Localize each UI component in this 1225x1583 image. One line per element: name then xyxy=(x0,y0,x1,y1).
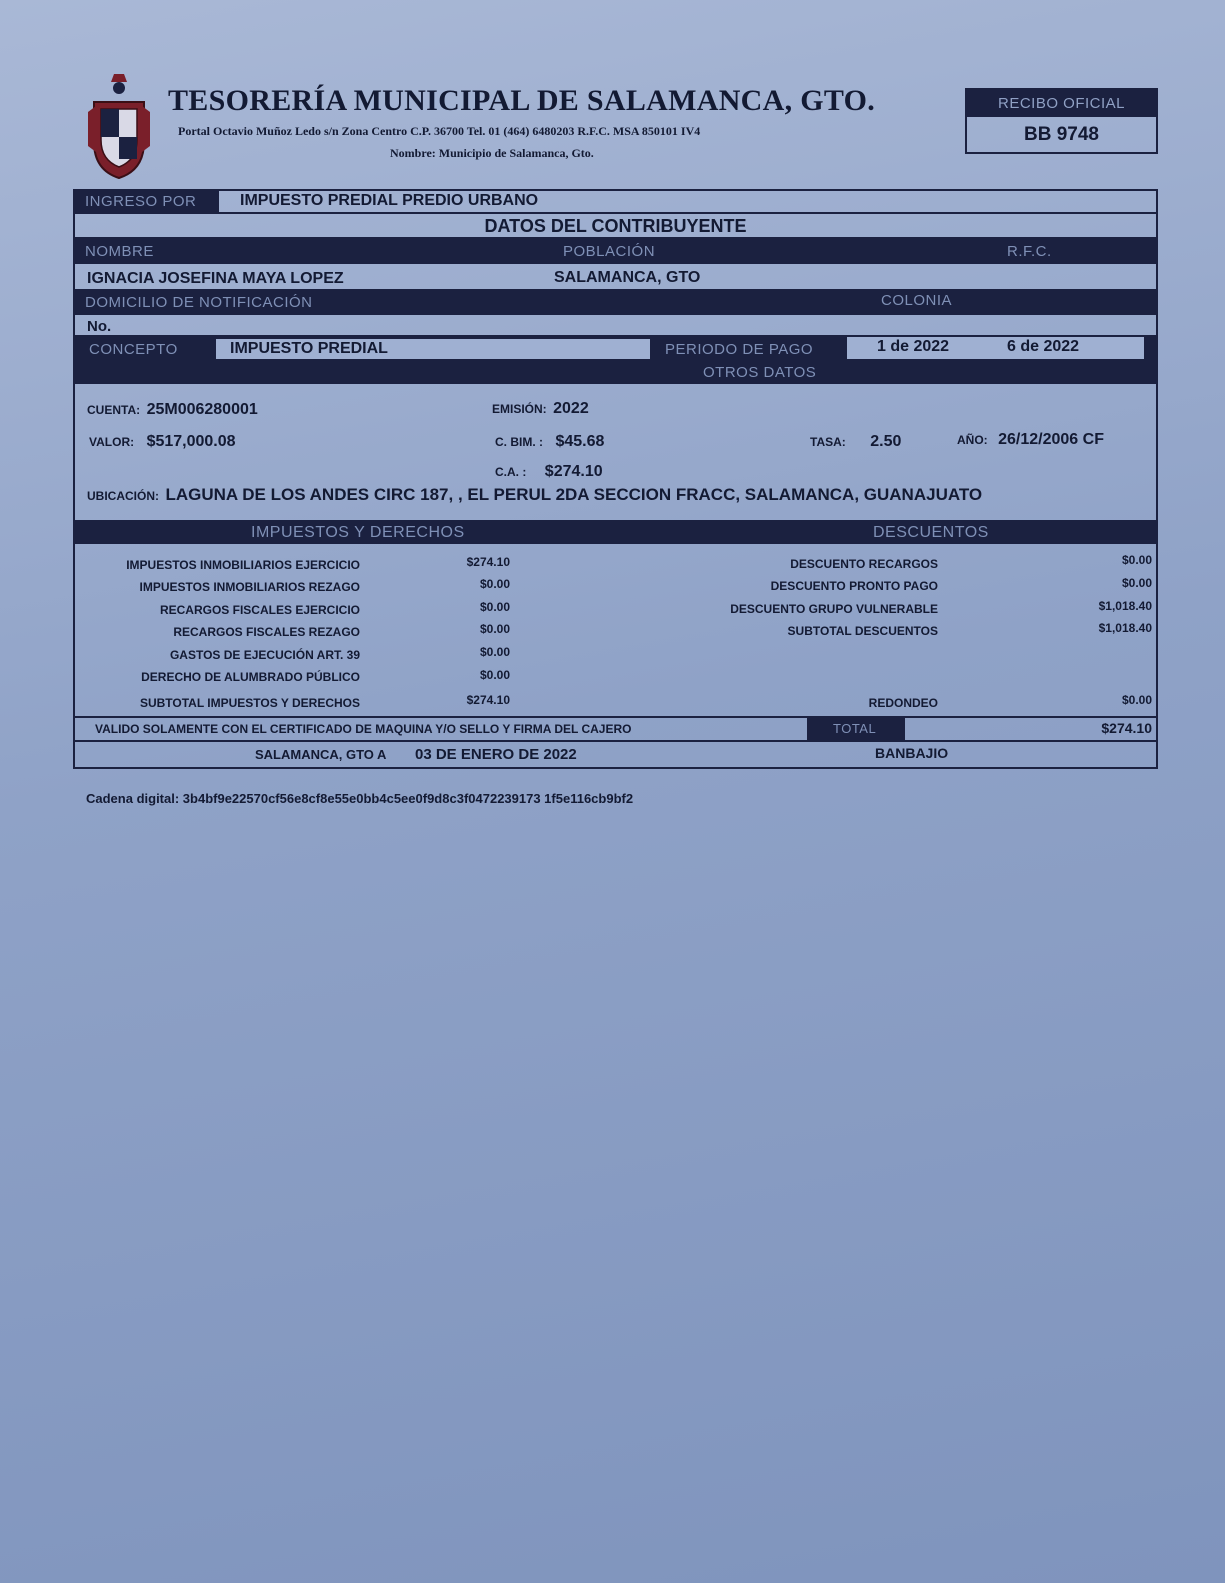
municipal-coat-of-arms-icon xyxy=(84,72,154,180)
total-label-bar xyxy=(807,718,905,740)
anio-value: 26/12/2006 CF xyxy=(998,431,1104,448)
descuentos-title: DESCUENTOS xyxy=(873,524,989,541)
periodo-desde: 1 de 2022 xyxy=(877,338,950,355)
valido-text: VALIDO SOLAMENTE CON EL CERTIFICADO DE MAQUINA Y/O SELLO Y FIRMA DEL CAJERO xyxy=(95,722,632,736)
datos-contribuyente-title: DATOS DEL CONTRIBUYENTE xyxy=(484,216,747,236)
receipt-number: BB 9748 xyxy=(1024,124,1099,145)
redondeo-label: REDONDEO xyxy=(868,696,938,710)
lugar-text: SALAMANCA, GTO A xyxy=(255,747,387,762)
impuestos-title: IMPUESTOS Y DERECHOS xyxy=(251,524,465,541)
total-value: $274.10 xyxy=(1101,720,1152,736)
descuento-label: DESCUENTO RECARGOS xyxy=(790,557,938,571)
treasury-title: TESORERÍA MUNICIPAL DE SALAMANCA, GTO. xyxy=(168,84,876,117)
municipality-name: Nombre: Municipio de Salamanca, Gto. xyxy=(390,146,594,160)
cuenta-field xyxy=(87,401,258,419)
otros-datos-bar xyxy=(75,361,1156,384)
fecha-text: 03 DE ENERO DE 2022 xyxy=(415,746,577,763)
poblacion-label: POBLACIÓN xyxy=(563,243,656,260)
otros-datos-title: OTROS DATOS xyxy=(703,364,817,381)
impuesto-value: $0.00 xyxy=(479,600,510,614)
cuenta-label: CUENTA: xyxy=(87,403,141,417)
ubicacion-value: LAGUNA DE LOS ANDES CIRC 187, , EL PERUL 2DA SECCION FRACC, SALAMANCA, GUANAJUATO xyxy=(165,485,983,504)
contribuyente-poblacion: SALAMANCA, GTO xyxy=(554,269,701,286)
cbim-value: $45.68 xyxy=(555,433,605,450)
ubicacion-label: UBICACIÓN: xyxy=(87,489,159,503)
impuesto-label: RECARGOS FISCALES REZAGO xyxy=(173,625,360,639)
impuesto-value: $0.00 xyxy=(479,622,510,636)
contribuyente-nombre: IGNACIA JOSEFINA MAYA LOPEZ xyxy=(87,270,344,287)
impuesto-label: RECARGOS FISCALES EJERCICIO xyxy=(159,603,360,617)
impuesto-label: DERECHO DE ALUMBRADO PÚBLICO xyxy=(141,670,360,684)
periodo-cell xyxy=(847,337,1144,359)
impuesto-label: GASTOS DE EJECUCIÓN ART. 39 xyxy=(169,648,360,662)
cbim-field xyxy=(495,433,604,451)
ubicacion-field xyxy=(87,485,982,505)
impuesto-value: $274.10 xyxy=(466,555,510,569)
periodo-label: PERIODO DE PAGO xyxy=(665,341,814,358)
impuesto-value: $0.00 xyxy=(479,645,510,659)
domicilio-value: No. xyxy=(87,318,112,335)
descuento-subtotal-label: SUBTOTAL DESCUENTOS xyxy=(787,624,938,638)
concepto-label: CONCEPTO xyxy=(89,341,178,358)
receipt-form xyxy=(73,189,1158,769)
concepto-value: IMPUESTO PREDIAL xyxy=(230,340,388,357)
cuenta-value: 25M006280001 xyxy=(146,401,258,418)
ingreso-value: IMPUESTO PREDIAL PREDIO URBANO xyxy=(240,192,539,209)
impuesto-subtotal-label: SUBTOTAL IMPUESTOS Y DERECHOS xyxy=(139,696,360,710)
nombre-label: NOMBRE xyxy=(85,243,154,260)
redondeo-value: $0.00 xyxy=(1121,693,1152,707)
rfc-label: R.F.C. xyxy=(1007,243,1052,260)
impuesto-label: IMPUESTOS INMOBILIARIOS REZAGO xyxy=(139,580,360,594)
colonia-label: COLONIA xyxy=(881,292,953,309)
ca-value: $274.10 xyxy=(544,463,603,480)
valor-value: $517,000.08 xyxy=(146,433,236,450)
ingreso-label-bar xyxy=(75,191,219,212)
descuento-label: DESCUENTO GRUPO VULNERABLE xyxy=(730,602,938,616)
emision-label: EMISIÓN: xyxy=(492,402,547,416)
impuesto-subtotal-value: $274.10 xyxy=(466,693,510,707)
total-label: TOTAL xyxy=(833,721,877,736)
valor-label: VALOR: xyxy=(89,435,135,449)
domicilio-header-bar xyxy=(75,289,1156,315)
concepto-cell xyxy=(216,339,650,359)
treasury-address: Portal Octavio Muñoz Ledo s/n Zona Centro C.P. 36700 Tel. 01 (464) 6480203 R.F.C. MSA 850101 IV4 xyxy=(178,124,701,138)
emision-field xyxy=(492,400,589,418)
impuesto-label: IMPUESTOS INMOBILIARIOS EJERCICIO xyxy=(126,558,360,572)
cadena-digital: Cadena digital: 3b4bf9e22570cf56e8cf8e55e0bb4c5ee0f9d8c3f0472239173 1f5e116cb9bf2 xyxy=(86,791,634,806)
impuestos-descuentos-bar xyxy=(75,520,1156,544)
banco-text: BANBAJIO xyxy=(875,745,949,761)
official-receipt-label: RECIBO OFICIAL xyxy=(967,90,1156,117)
descuento-subtotal-value: $1,018.40 xyxy=(1098,621,1152,635)
periodo-hasta: 6 de 2022 xyxy=(1007,338,1080,355)
descuento-value: $0.00 xyxy=(1121,576,1152,590)
valor-field xyxy=(89,433,236,451)
domicilio-label: DOMICILIO DE NOTIFICACIÓN xyxy=(85,294,313,311)
anio-field xyxy=(957,431,1104,449)
descuento-value: $1,018.40 xyxy=(1098,599,1152,613)
official-receipt-box xyxy=(965,88,1158,154)
descuento-label: DESCUENTO PRONTO PAGO xyxy=(770,579,938,593)
anio-label: AÑO: xyxy=(957,433,988,447)
emision-value: 2022 xyxy=(553,400,589,417)
cbim-label: C. BIM. : xyxy=(495,435,543,449)
impuesto-value: $0.00 xyxy=(479,577,510,591)
impuesto-value: $0.00 xyxy=(479,668,510,682)
ca-field xyxy=(495,463,603,481)
tasa-value: 2.50 xyxy=(870,433,902,450)
descuento-value: $0.00 xyxy=(1121,553,1152,567)
tasa-label: TASA: xyxy=(810,435,846,449)
contribuyente-header-bar xyxy=(75,237,1156,264)
tasa-field xyxy=(810,433,901,451)
ingreso-label: INGRESO POR xyxy=(85,193,197,210)
ca-label: C.A. : xyxy=(495,465,527,479)
